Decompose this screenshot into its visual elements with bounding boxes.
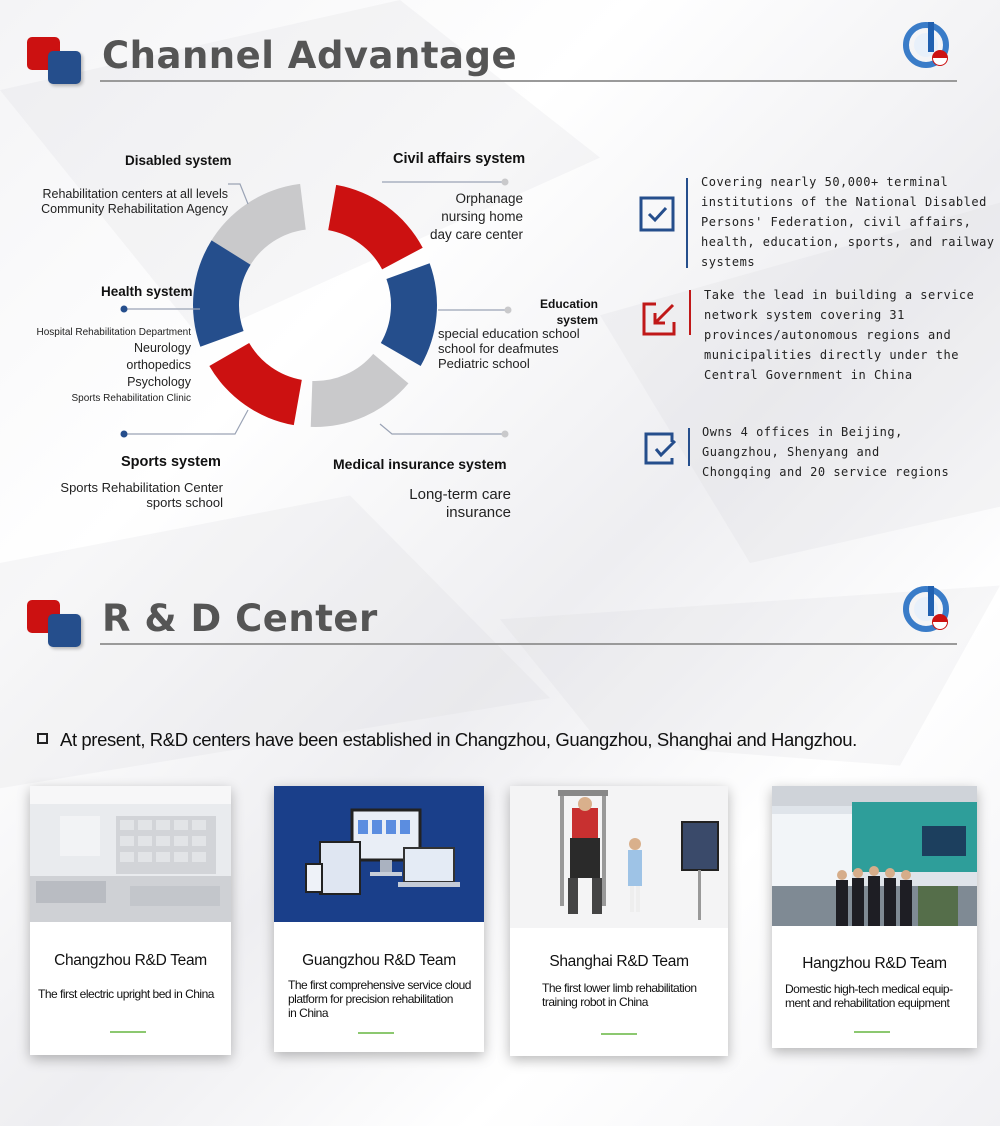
group-title-education: Education system xyxy=(539,297,598,327)
group-text-disabled: Rehabilitation centers at all levels Community Rehabilitation Agency xyxy=(41,187,228,216)
section-title-channel-advantage: Channel Advantage xyxy=(102,34,518,77)
hangzhou-team-photo xyxy=(772,786,977,926)
feature-text-2: Take the lead in building a service network system covering 31 provinces/autonomous regions and municipalities directly under the Central Government in China xyxy=(704,288,975,382)
card-accent-line xyxy=(601,1033,637,1035)
feature-divider xyxy=(686,178,688,268)
check-square-icon xyxy=(644,432,678,466)
shanghai-robot-photo xyxy=(510,786,728,928)
bullet-square-icon xyxy=(37,733,48,744)
feature-text-3: Owns 4 offices in Beijing, Guangzhou, Shenyang and Chongqing and 20 service regions xyxy=(702,425,950,479)
card-title: Shanghai R&D Team xyxy=(549,953,689,970)
blue-square-decoration xyxy=(48,614,81,647)
checkbox-icon xyxy=(639,196,675,232)
card-accent-line xyxy=(854,1031,890,1033)
title-underline xyxy=(100,643,957,645)
feature-divider xyxy=(689,290,691,335)
rd-card-guangzhou xyxy=(274,786,484,1052)
group-title-health: Health system xyxy=(101,284,193,299)
rd-card-changzhou xyxy=(30,786,231,1055)
card-description: Domestic high-tech medical equip- ment and rehabilitation equipment xyxy=(785,982,953,1010)
group-text-medical: Long-term care insurance xyxy=(409,486,511,521)
guangzhou-devices-photo xyxy=(274,786,484,922)
group-title-medical: Medical insurance system xyxy=(333,456,507,472)
card-accent-line xyxy=(358,1032,394,1034)
card-accent-line xyxy=(110,1031,146,1033)
company-logo-icon xyxy=(902,582,954,634)
group-title-disabled: Disabled system xyxy=(125,153,232,168)
feature-divider xyxy=(688,428,690,466)
card-title: Hangzhou R&D Team xyxy=(802,955,947,972)
feature-text-1: Covering nearly 50,000+ terminal institutions of the National Disabled Persons' Federation, civil affairs, health, education, sports, and railway systems xyxy=(701,175,995,269)
rd-card-shanghai xyxy=(510,786,728,1056)
group-text-education: special education school school for deafmutes Pediatric school xyxy=(438,326,580,371)
card-description: The first comprehensive service cloud platform for precision rehabilitation in China xyxy=(288,978,471,1020)
group-text-civil: Orphanage nursing home day care center xyxy=(429,191,523,242)
card-description: The first electric upright bed in China xyxy=(38,987,214,1001)
group-text-sports: Sports Rehabilitation Center sports school xyxy=(60,480,223,510)
expand-arrow-icon xyxy=(642,302,676,336)
group-title-civil: Civil affairs system xyxy=(393,151,526,167)
card-title: Guangzhou R&D Team xyxy=(302,952,456,969)
group-title-sports: Sports system xyxy=(121,454,221,470)
rd-card-hangzhou xyxy=(772,786,977,1048)
card-description: The first lower limb rehabilitation training robot in China xyxy=(542,981,697,1009)
card-title: Changzhou R&D Team xyxy=(54,952,207,969)
rd-intro-text: At present, R&D centers have been established in Changzhou, Guangzhou, Shanghai and Hangzhou. xyxy=(60,729,857,750)
changzhou-lab-photo xyxy=(30,786,231,922)
section-title-rd-center: R & D Center xyxy=(102,597,378,640)
group-text-health: Hospital Rehabilitation Department Neurology orthopedics Psychology Sports Rehabilitation Clinic xyxy=(36,327,191,404)
